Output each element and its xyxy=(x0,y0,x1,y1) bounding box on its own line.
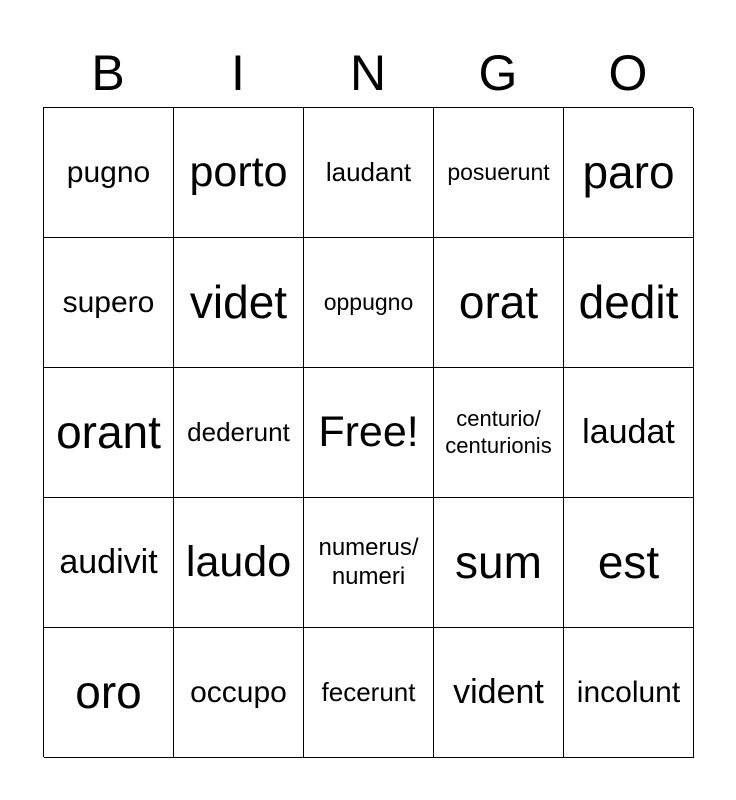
cell-text: orant xyxy=(56,406,161,459)
bingo-cell[interactable] xyxy=(434,628,564,758)
bingo-cell[interactable] xyxy=(174,238,304,368)
cell-text: porto xyxy=(189,147,288,196)
header-letter-b: B xyxy=(91,45,125,101)
bingo-cell[interactable] xyxy=(304,498,434,628)
cell-text: laudant xyxy=(325,157,412,188)
cell-text: fecerunt xyxy=(321,677,416,708)
bingo-cell[interactable] xyxy=(174,628,304,758)
cell-text: occupo xyxy=(190,676,287,709)
cell-text: dedit xyxy=(578,276,679,329)
cell-text: dederunt xyxy=(187,417,290,448)
bingo-cell[interactable] xyxy=(174,498,304,628)
bingo-cell[interactable] xyxy=(434,498,564,628)
cell-text: oro xyxy=(75,666,142,719)
header-letter-i: I xyxy=(231,45,245,101)
cell-text: vident xyxy=(453,672,544,711)
header-letter-n: N xyxy=(349,45,387,101)
bingo-cell[interactable] xyxy=(564,498,694,628)
bingo-cell[interactable] xyxy=(44,238,174,368)
bingo-board xyxy=(43,107,693,757)
cell-text: oppugno xyxy=(323,288,414,315)
cell-text: orat xyxy=(458,276,539,329)
cell-text: posuerunt xyxy=(447,158,550,185)
bingo-cell[interactable] xyxy=(174,108,304,238)
bingo-cell[interactable] xyxy=(564,368,694,498)
bingo-cell[interactable] xyxy=(44,628,174,758)
cell-text: videt xyxy=(189,276,288,329)
cell-text: pugno xyxy=(66,156,151,189)
cell-text: audivit xyxy=(59,542,158,581)
free-space-cell[interactable] xyxy=(304,368,434,498)
cell-text: supero xyxy=(62,286,155,319)
bingo-cell[interactable] xyxy=(304,628,434,758)
header-letter-g: G xyxy=(478,45,518,101)
bingo-cell[interactable] xyxy=(44,108,174,238)
cell-text: est xyxy=(597,536,660,589)
bingo-cell[interactable] xyxy=(564,628,694,758)
bingo-cell[interactable] xyxy=(434,368,564,498)
bingo-cell[interactable] xyxy=(304,238,434,368)
cell-text: incolunt xyxy=(576,676,681,709)
free-space-text: Free! xyxy=(318,407,419,456)
bingo-cell[interactable] xyxy=(564,238,694,368)
cell-text: sum xyxy=(455,536,542,589)
bingo-cell[interactable] xyxy=(44,498,174,628)
bingo-cell[interactable] xyxy=(174,368,304,498)
cell-text: centurio/ centurionis xyxy=(445,406,552,458)
header-letter-o: O xyxy=(608,45,648,101)
cell-text: paro xyxy=(582,146,675,199)
cell-text: laudo xyxy=(185,537,292,586)
bingo-cell[interactable] xyxy=(434,238,564,368)
bingo-cell[interactable] xyxy=(304,108,434,238)
bingo-cell[interactable] xyxy=(44,368,174,498)
bingo-header xyxy=(43,40,693,106)
bingo-cell[interactable] xyxy=(564,108,694,238)
cell-text: laudat xyxy=(582,412,675,451)
cell-text: numerus/ numeri xyxy=(318,533,419,590)
bingo-cell[interactable] xyxy=(434,108,564,238)
